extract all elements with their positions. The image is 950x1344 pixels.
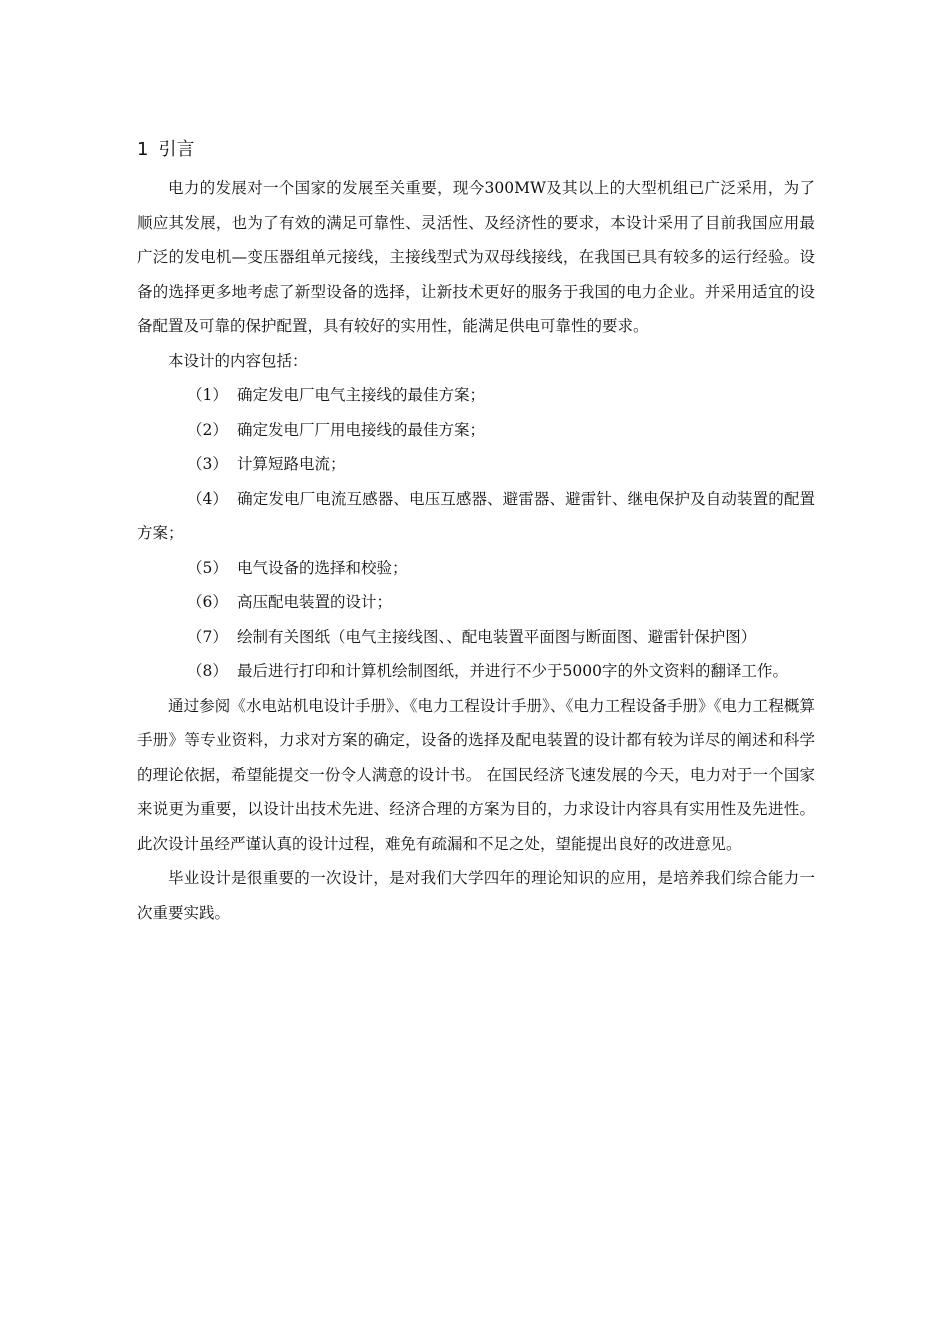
content-list: [137, 378, 815, 689]
list-item: [137, 620, 815, 655]
list-item: [137, 447, 815, 482]
list-item-marker: （1）: [187, 386, 228, 404]
list-item: [137, 551, 815, 586]
references-paragraph: 通过参阅《水电站机电设计手册》、《电力工程设计手册》、《电力工程设备手册》《电力工程概算手册》等专业资料，力求对方案的确定，设备的选择及配电装置的设计都有较为详尽的阐述和科学的理论依据，希望能提交一份令人满意的设计书。 在国民经济飞速发展的今天，电力对于一个国家来说更为重要，以设计出技术先进、经济合理的方案为目的，力求设计内容具有实用性及先进性。此次设计虽经严谨认真的设计过程，难免有疏漏和不足之处，望能提出良好的改进意见。: [137, 696, 815, 853]
document-body: [137, 171, 815, 930]
list-item-marker: （5）: [187, 558, 228, 577]
list-item: [137, 413, 815, 448]
list-item: [137, 585, 815, 620]
list-item-marker: （7）: [187, 627, 228, 646]
intro-paragraph: 电力的发展对一个国家的发展至关重要，现今300MW及其以上的大型机组已广泛采用，为了顺应其发展，也为了有效的满足可靠性、灵活性、及经济性的要求，本设计采用了目前我国应用最广泛的发电机—变压器组单元接线，主接线型式为双母线接线，在我国已具有较多的运行经验。设备的选择更多地考虑了新型设备的选择，让新技术更好的服务于我国的电力企业。并采用适宜的设备配置及可靠的保护配置，具有较好的实用性，能满足供电可靠性的要求。: [137, 179, 815, 335]
list-item-marker: （2）: [187, 420, 228, 439]
list-item: [137, 482, 815, 551]
list-item-text: 确定发电厂厂用电接线的最佳方案；: [237, 420, 486, 439]
section-title: 引言: [158, 139, 195, 160]
list-item-text: 电气设备的选择和校验；: [237, 558, 408, 577]
list-item-marker: （6）: [187, 593, 228, 611]
list-item: [137, 654, 815, 689]
content-lead-paragraph: 本设计的内容包括：: [168, 351, 308, 370]
list-item-text: 确定发电厂电气主接线的最佳方案；: [237, 386, 486, 404]
list-item-text: 最后进行打印和计算机绘制图纸，并进行不少于5000字的外文资料的翻译工作。: [237, 662, 788, 680]
list-item-text: 绘制有关图纸（电气主接线图、、配电装置平面图与断面图、避雷针保护图）: [237, 627, 757, 646]
list-item: [137, 378, 815, 413]
list-item-text: 高压配电装置的设计；: [237, 593, 393, 611]
list-item-text: 计算短路电流；: [237, 455, 346, 473]
closing-paragraph: 毕业设计是很重要的一次设计，是对我们大学四年的理论知识的应用，是培养我们综合能力一次重要实践。: [137, 869, 815, 922]
list-item-marker: （4）: [187, 489, 228, 508]
section-number: 1: [137, 139, 149, 160]
list-item-marker: （3）: [187, 455, 228, 473]
section-heading: [137, 137, 194, 163]
list-item-marker: （8）: [187, 662, 228, 680]
list-item-text: 确定发电厂电流互感器、电压互感器、避雷器、避雷针、继电保护及自动装置的配置方案；: [137, 489, 815, 542]
